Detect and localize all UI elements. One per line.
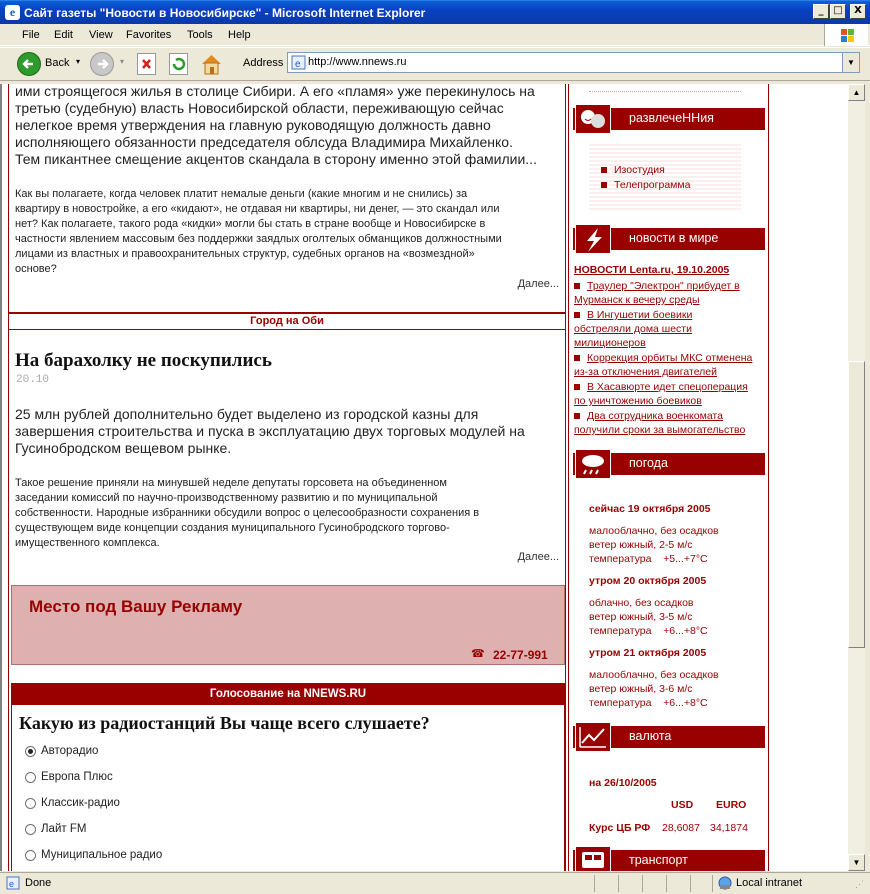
text-line: 25 млн рублей дополнительно будет выделено из городской казны для (15, 406, 479, 422)
bullet-icon (574, 384, 580, 390)
sidebar-header-label: новости в мире (629, 231, 719, 245)
home-icon[interactable] (199, 52, 224, 76)
text-line: лицами из властных и правоохранительных структур, судебных органов на «возмездной» (15, 248, 475, 260)
scroll-thumb[interactable] (848, 361, 865, 648)
poll-header: Голосование на NNEWS.RU (11, 683, 565, 705)
bullet-icon (574, 312, 580, 318)
phone-icon: ☎ (471, 648, 485, 660)
divider (618, 875, 619, 892)
resize-grip-icon[interactable]: ⋰ (855, 879, 864, 889)
poll-radio[interactable] (25, 746, 36, 757)
weather-temp: температура +6...+8°С (589, 697, 708, 709)
sidebar-header-weather (573, 449, 765, 479)
divider (589, 84, 741, 92)
article-body (15, 476, 563, 551)
currency-col-usd: USD (671, 799, 694, 811)
address-dropdown-icon[interactable]: ▼ (842, 53, 859, 72)
article-date: 20.10 (16, 374, 50, 386)
text-line: Гусинобродском вещевом рынке. (15, 440, 232, 456)
poll-radio[interactable] (25, 772, 36, 783)
bullet-icon (574, 283, 580, 289)
currency-date: на 26/10/2005 (589, 777, 657, 789)
chart-icon (575, 722, 611, 752)
status-text: Done (25, 877, 52, 889)
svg-text:e: e (9, 879, 15, 889)
sidebar (568, 84, 769, 871)
text-line: Тем пикантнее смещение акцентов скандала в сторону именно этой фамилии... (15, 151, 537, 167)
divider (712, 875, 713, 892)
address-url: http://www.nnews.ru (308, 56, 407, 68)
weather-wind: ветер южный, 3-5 м/с (589, 611, 693, 623)
address-label: Address (243, 57, 284, 69)
article-lead (15, 84, 563, 168)
svg-text:e: e (295, 59, 301, 70)
read-more-link[interactable]: Далее... (517, 278, 559, 290)
window-titlebar (0, 0, 870, 24)
text-line: исполняющего обязанности председателя облсуда Владимира Михайленко. (15, 134, 513, 150)
menu-favorites[interactable]: Favorites (126, 29, 172, 41)
sidebar-header-label: развлечеННия (629, 111, 714, 125)
sidebar-header-label: транспорт (629, 853, 688, 867)
sidebar-header-label: погода (629, 456, 668, 470)
news-source-link[interactable]: НОВОСТИ Lenta.ru, 19.10.2005 (574, 264, 730, 276)
text-line: имущественного комплекса. (15, 537, 160, 549)
sidebar-header-fun (573, 104, 765, 134)
news-item[interactable]: В Ингушетии боевики обстреляли дома шести милиционеров (574, 309, 693, 349)
page-viewport (0, 84, 848, 871)
theater-masks-icon (575, 104, 611, 134)
sidebar-item-izostudiya[interactable] (601, 164, 665, 176)
poll-radio[interactable] (25, 824, 36, 835)
menu-bar (0, 26, 870, 46)
ie-icon: e (5, 5, 20, 20)
window-title: Сайт газеты "Новости в Новосибирске" - Microsoft Internet Explorer (24, 6, 426, 20)
back-icon[interactable] (17, 52, 41, 76)
item-label: Изостудия (614, 164, 665, 176)
bullet-icon (601, 182, 607, 188)
weather-temp: температура +6...+8°С (589, 625, 708, 637)
status-bar (0, 872, 870, 894)
currency-euro-value: 34,1874 (710, 822, 748, 834)
divider (642, 875, 643, 892)
stop-icon[interactable] (137, 53, 156, 75)
text-line: нет? Как полагаете, такого рода «кидки» могли бы стать в стране вообще и Новосибирске в (15, 218, 486, 230)
bullet-icon (574, 355, 580, 361)
weather-wind: ветер южный, 3-6 м/с (589, 683, 693, 695)
ad-phone: 22-77-991 (493, 648, 548, 662)
maximize-button[interactable]: □ (830, 4, 846, 19)
currency-col-euro: EURO (716, 799, 747, 811)
back-button-label[interactable]: Back (45, 57, 70, 69)
news-item[interactable]: Траулер "Электрон" прибудет в Мурманск к вечеру среды (574, 280, 740, 306)
text-line: Такое решение приняли на минувшей неделе депутаты горсовета на объединенном (15, 477, 447, 489)
text-line: третью (судебную) власть Новосибирской области, переживающую сейчас (15, 100, 504, 116)
rain-cloud-icon (575, 449, 611, 479)
vertical-scrollbar[interactable] (848, 84, 865, 871)
zone-text: Local intranet (736, 877, 803, 889)
bus-icon (575, 846, 611, 871)
sidebar-header-label: валюта (629, 729, 672, 743)
weather-sky: малооблачно, без осадков (589, 669, 719, 681)
news-item[interactable]: Два сотрудника военкомата получили сроки за вымогательство (574, 410, 746, 436)
divider (690, 875, 691, 892)
text-line: нелегкое время утверждения на главную руководящую должность давно (15, 117, 491, 133)
address-field[interactable] (287, 52, 860, 73)
poll-option-label[interactable]: Муниципальное радио (41, 849, 163, 861)
menu-file[interactable]: File (22, 29, 40, 41)
page-icon (291, 55, 306, 70)
article-lead (15, 406, 563, 457)
weather-wind: ветер южный, 2-5 м/с (589, 539, 693, 551)
text-line: заседании комиссий по научно-производственному развитию и по муниципальной (15, 492, 438, 504)
item-label: Телепрограмма (614, 179, 691, 191)
scroll-up-icon[interactable]: ▲ (848, 84, 865, 101)
article-title[interactable]: На барахолку не поскупились (15, 350, 272, 371)
currency-row-label: Курс ЦБ РФ (589, 822, 651, 834)
bullet-icon (601, 167, 607, 173)
currency-usd-value: 28,6087 (662, 822, 700, 834)
poll-box (11, 705, 565, 871)
ad-banner[interactable] (11, 585, 565, 665)
poll-option-label[interactable]: Авторадио (41, 745, 99, 757)
back-dropdown-icon[interactable]: ▾ (76, 57, 81, 66)
poll-radio[interactable] (25, 850, 36, 861)
intranet-zone-icon (717, 876, 733, 890)
text-line: существующем виде концепции создания муниципального Гусинобродского торгово- (15, 522, 450, 534)
section-header: Город на Оби (9, 312, 565, 330)
read-more-link[interactable]: Далее... (517, 551, 559, 563)
text-line: собственности. Народные избранники обсудили вопрос о целесообразности сохранения в (15, 507, 480, 519)
menu-edit[interactable]: Edit (54, 29, 73, 41)
divider (594, 875, 595, 892)
weather-sky: малооблачно, без осадков (589, 525, 719, 537)
forward-dropdown-icon[interactable]: ▾ (120, 57, 125, 66)
main-column (8, 84, 566, 871)
weather-temp: температура +5...+7°С (589, 553, 708, 565)
weather-sky: облачно, без осадков (589, 597, 694, 609)
sidebar-header-currency (573, 722, 765, 752)
text-line: основе? (15, 263, 57, 275)
minimize-button[interactable]: _ (813, 4, 829, 19)
lightning-icon (575, 224, 611, 254)
sidebar-item-teleprogramma[interactable] (601, 179, 690, 191)
poll-question: Какую из радиостанций Вы чаще всего слушаете? (19, 713, 430, 733)
text-line: завершения строительства и пуска в эксплуатацию двух торговых модулей на (15, 423, 525, 439)
page-done-icon (6, 876, 20, 890)
news-item[interactable]: В Хасавюрте идет спецоперация по уничтожению боевиков (574, 381, 748, 407)
text-line: квартиру в новостройке, а его «кидают», не отдавая ни квартиры, ни денег, — это скандал или (15, 203, 500, 215)
weather-day-title: утром 20 октября 2005 (589, 575, 707, 587)
windows-logo-icon (824, 24, 868, 46)
poll-radio[interactable] (25, 798, 36, 809)
fun-list (589, 142, 741, 212)
scroll-down-icon[interactable]: ▼ (848, 854, 865, 871)
menu-view[interactable]: View (89, 29, 113, 41)
weather-day-title: утром 21 октября 2005 (589, 647, 707, 659)
news-item[interactable]: Коррекция орбиты МКС отменена из-за отключения двигателей (574, 352, 753, 378)
sidebar-header-world (573, 224, 765, 254)
poll-option-label[interactable]: Классик-радио (41, 797, 120, 809)
forward-icon[interactable] (90, 52, 114, 76)
text-line: частности явлением массовым без поддержки заядлых оголтелых обманщиков должностными (15, 233, 502, 245)
divider (666, 875, 667, 892)
poll-option-label[interactable]: Лайт FM (41, 823, 87, 835)
refresh-icon[interactable] (169, 53, 188, 75)
menu-tools[interactable]: Tools (187, 29, 213, 41)
sidebar-header-transport (573, 846, 765, 871)
text-line: Как вы полагаете, когда человек платит немалые деньги (какие многим и не снились) за (15, 188, 468, 200)
weather-day-title: сейчас 19 октября 2005 (589, 503, 711, 515)
article-body (15, 187, 563, 277)
text-line: ими строящегося жилья в столице Сибири. А его «пламя» уже перекинулось на (15, 84, 535, 99)
close-button[interactable]: X (850, 4, 866, 19)
bullet-icon (574, 413, 580, 419)
poll-option-label[interactable]: Европа Плюс (41, 771, 113, 783)
ad-text: Место под Вашу Рекламу (29, 597, 243, 616)
world-news-list (574, 279, 768, 437)
menu-help[interactable]: Help (228, 29, 251, 41)
